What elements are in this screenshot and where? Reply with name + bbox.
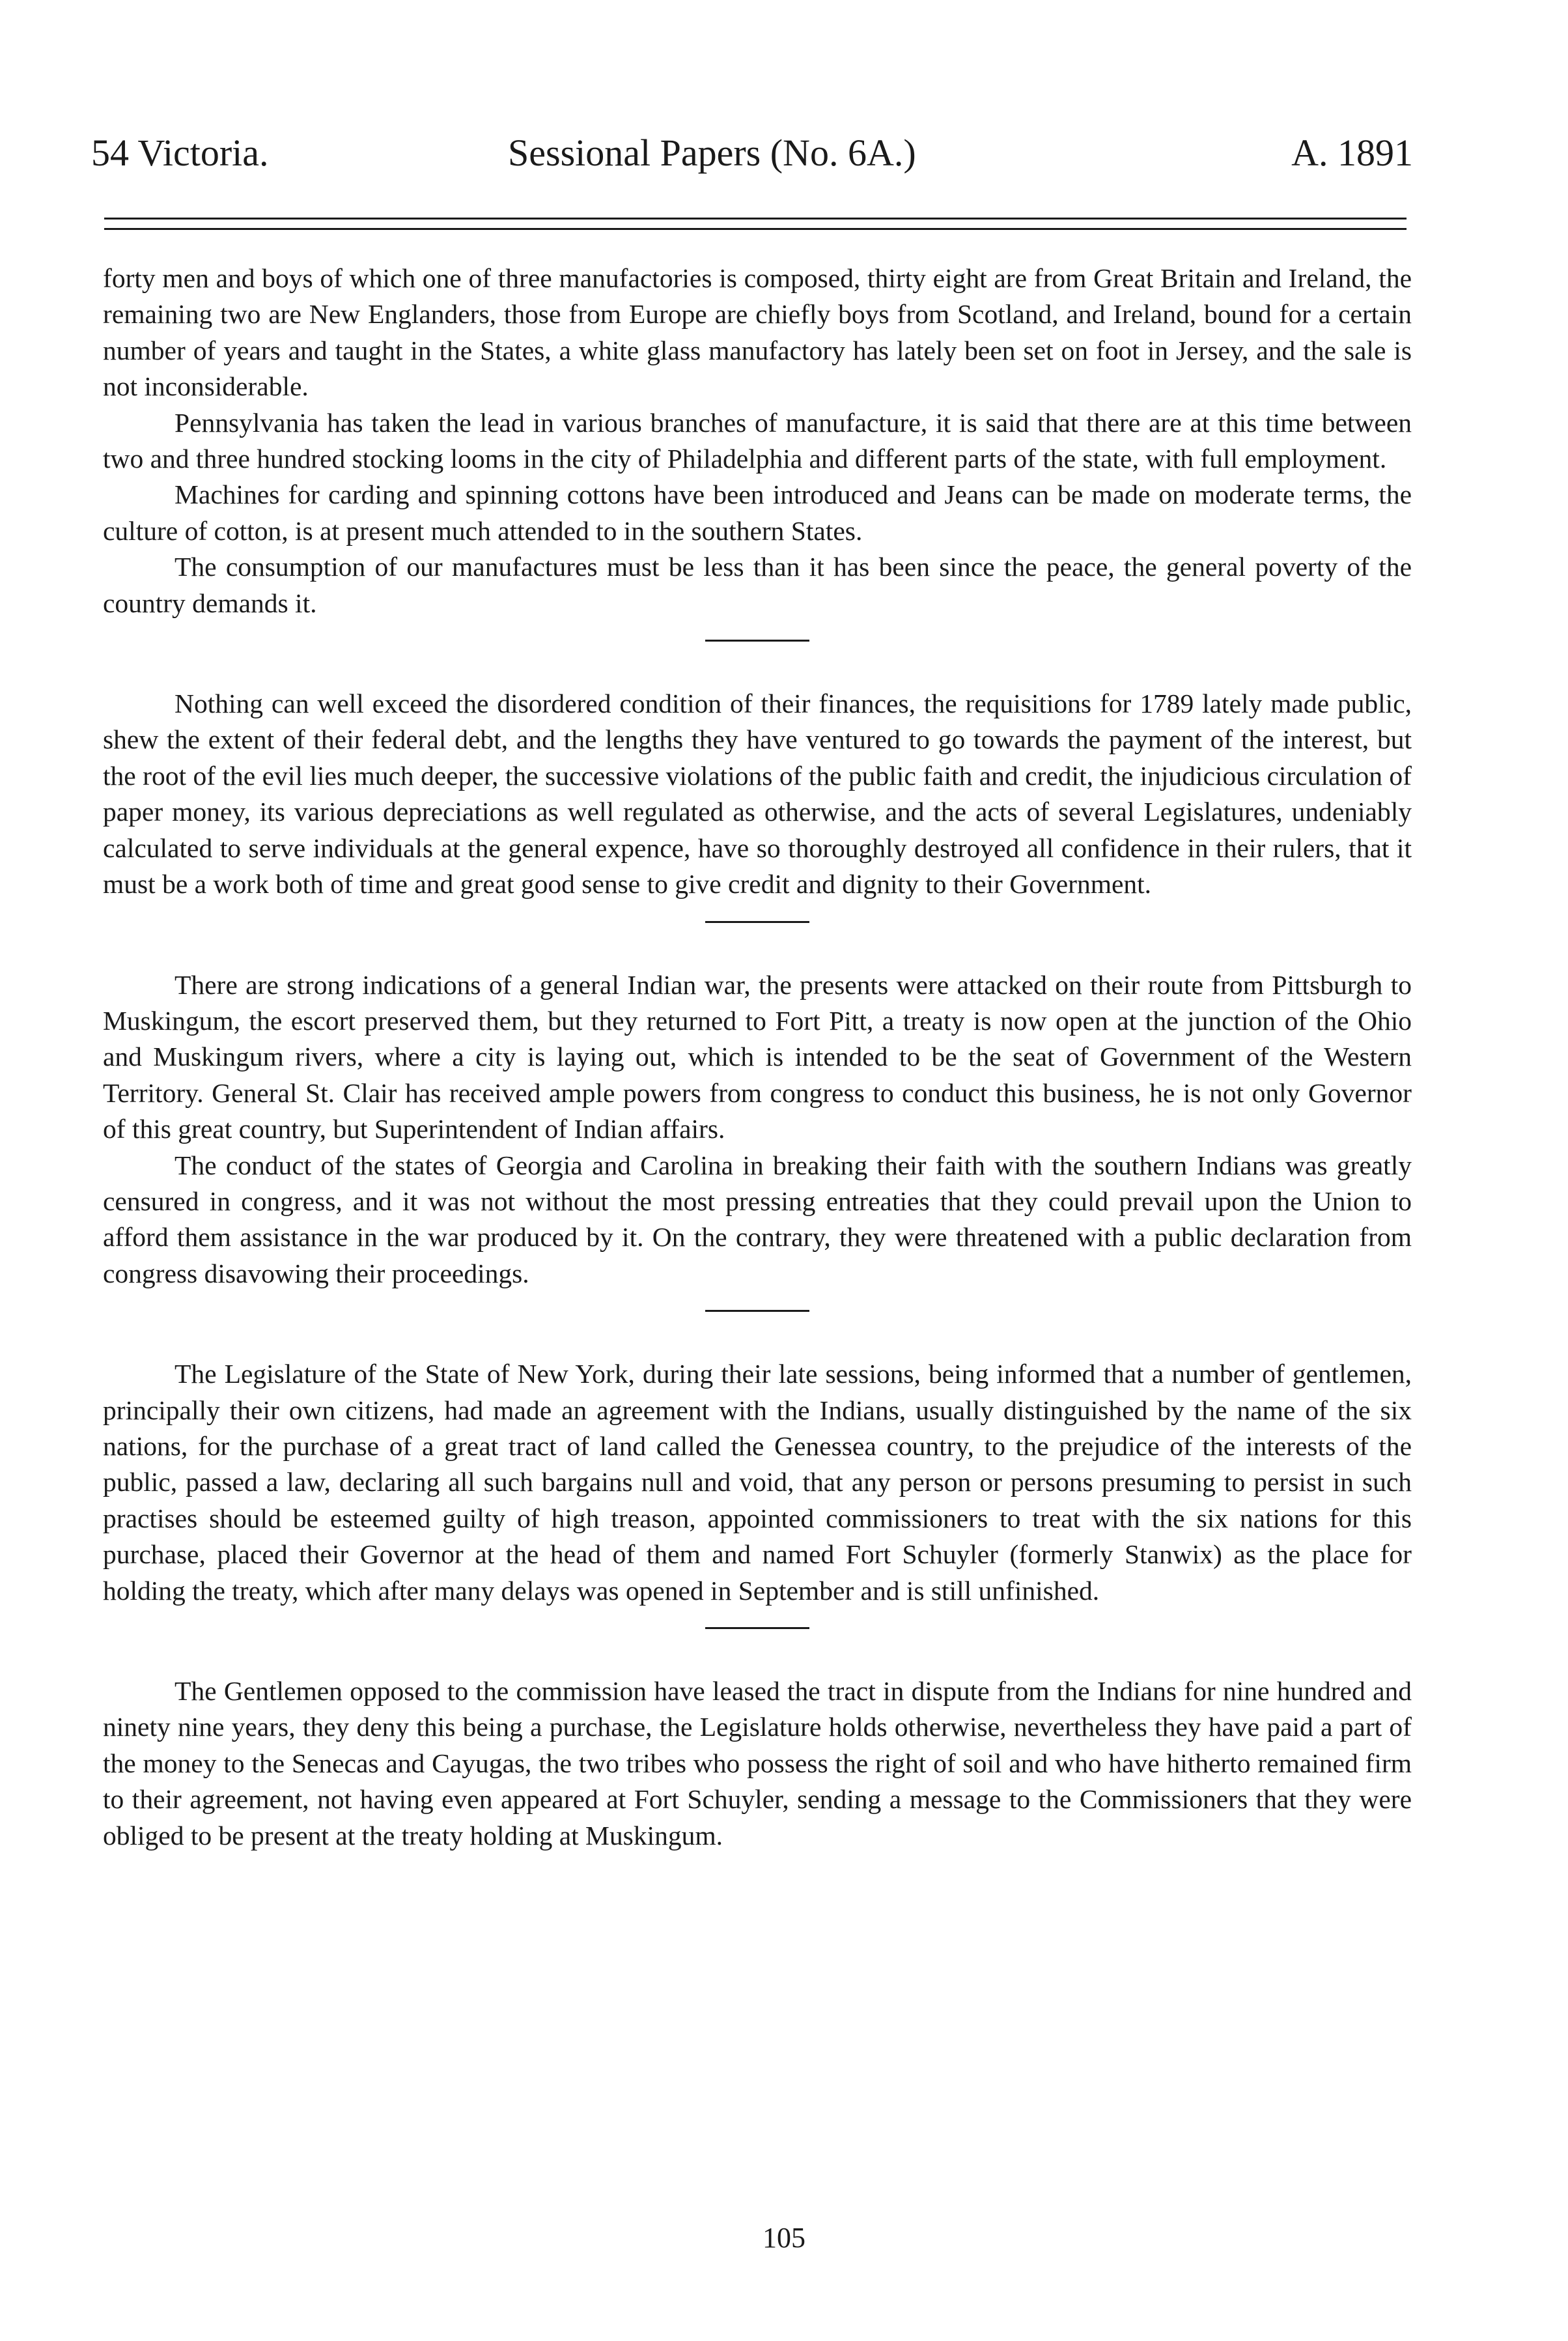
body-text [103, 261, 1412, 1854]
header-volume: 54 Victoria. [91, 132, 269, 174]
section-separator [705, 1310, 809, 1312]
section-separator [705, 1627, 809, 1629]
paragraph: Pennsylvania has taken the lead in various branches of manufacture, it is said that there are at this time between two and three hundred stocking looms in the city of Philadelphia and different parts of the state, with full employment. [103, 407, 1412, 474]
running-header [91, 124, 1413, 182]
header-year: A. 1891 [1291, 132, 1413, 174]
page-number: 105 [763, 2222, 805, 2254]
paragraph: There are strong indications of a general Indian war, the presents were attacked on their route from Pittsburgh to Muskingum, the escort preserved them, but they returned to Fort Pitt, a treaty is now open at the junction of the Ohio and Muskingum rivers, where a city is laying out, which is intended to be the seat of Government of the Western Territory. General St. Clair has received ample powers from congress to conduct this business, he is not only Governor of this great country, but Superintendent of Indian affairs. [103, 969, 1412, 1144]
header-rule-bottom [104, 228, 1407, 230]
paragraph: Machines for carding and spinning cottons have been introduced and Jeans can be made on moderate terms, the culture of cotton, is at present much attended to in the southern States. [103, 479, 1412, 546]
section-separator [705, 640, 809, 642]
paragraph: The Gentlemen opposed to the commission have leased the tract in dispute from the Indians for nine hundred and ninety nine years, they deny this being a purchase, the Legislature holds otherwise, nevertheless they have paid a part of the money to the Senecas and Cayugas, the two tribes who possess the right of soil and who have hitherto remained firm to their agreement, not having even appeared at Fort Schuyler, sending a message to the Commissioners that they were obliged to be present at the treaty holding at Muskingum. [103, 1676, 1412, 1851]
paragraph: The consumption of our manufactures must be less than it has been since the peace, the general poverty of the country demands it. [103, 552, 1412, 618]
header-rule-top [104, 218, 1407, 220]
paragraph: The conduct of the states of Georgia and Carolina in breaking their faith with the southern Indians was greatly censured in congress, and it was not without the most pressing entreaties that they could prevail upon the Union to afford them assistance in the war produced by it. On the contrary, they were threatened with a public declaration from congress disavowing their proceedings. [103, 1150, 1412, 1288]
paragraph: Nothing can well exceed the disordered condition of their finances, the requisitions for 1789 lately made public, shew the extent of their federal debt, and the lengths they have ventured to go towards the payment of the interest, but the root of the evil lies much deeper, the successive violations of the public faith and credit, the injudicious circulation of paper money, its various depreciations as well regulated as otherwise, and the acts of several Legislatures, undeniably calculated to serve individuals at the general expence, have so thoroughly destroyed all confidence in their rulers, that it must be a work both of time and great good sense to give credit and dignity to their Government. [103, 688, 1412, 900]
section-separator [705, 921, 809, 923]
paragraph: forty men and boys of which one of three manufactories is composed, thirty eight are from Great Britain and Ireland, the remaining two are New Englanders, those from Europe are chiefly boys from Scotland, and Ireland, bound for a certain number of years and taught in the States, a white glass manufactory has lately been set on foot in Jersey, and the sale is not inconsiderable. [103, 263, 1412, 402]
header-title: Sessional Papers (No. 6A.) [508, 132, 916, 174]
paragraph: The Legislature of the State of New York, during their late sessions, being informed that a number of gentlemen, principally their own citizens, had made an agreement with the Indians, usually distinguished by the name of the six nations, for the purchase of a great tract of land called the Genessea country, to the prejudice of the interests of the public, passed a law, declaring all such bargains null and void, that any person or persons presuming to persist in such practises should be esteemed guilty of high treason, appointed commissioners to treat with the six nations for this purchase, placed their Governor at the head of them and named Fort Schuyler (formerly Stanwix) as the place for holding the treaty, which after many delays was opened in September and is still unfinished. [103, 1359, 1412, 1606]
